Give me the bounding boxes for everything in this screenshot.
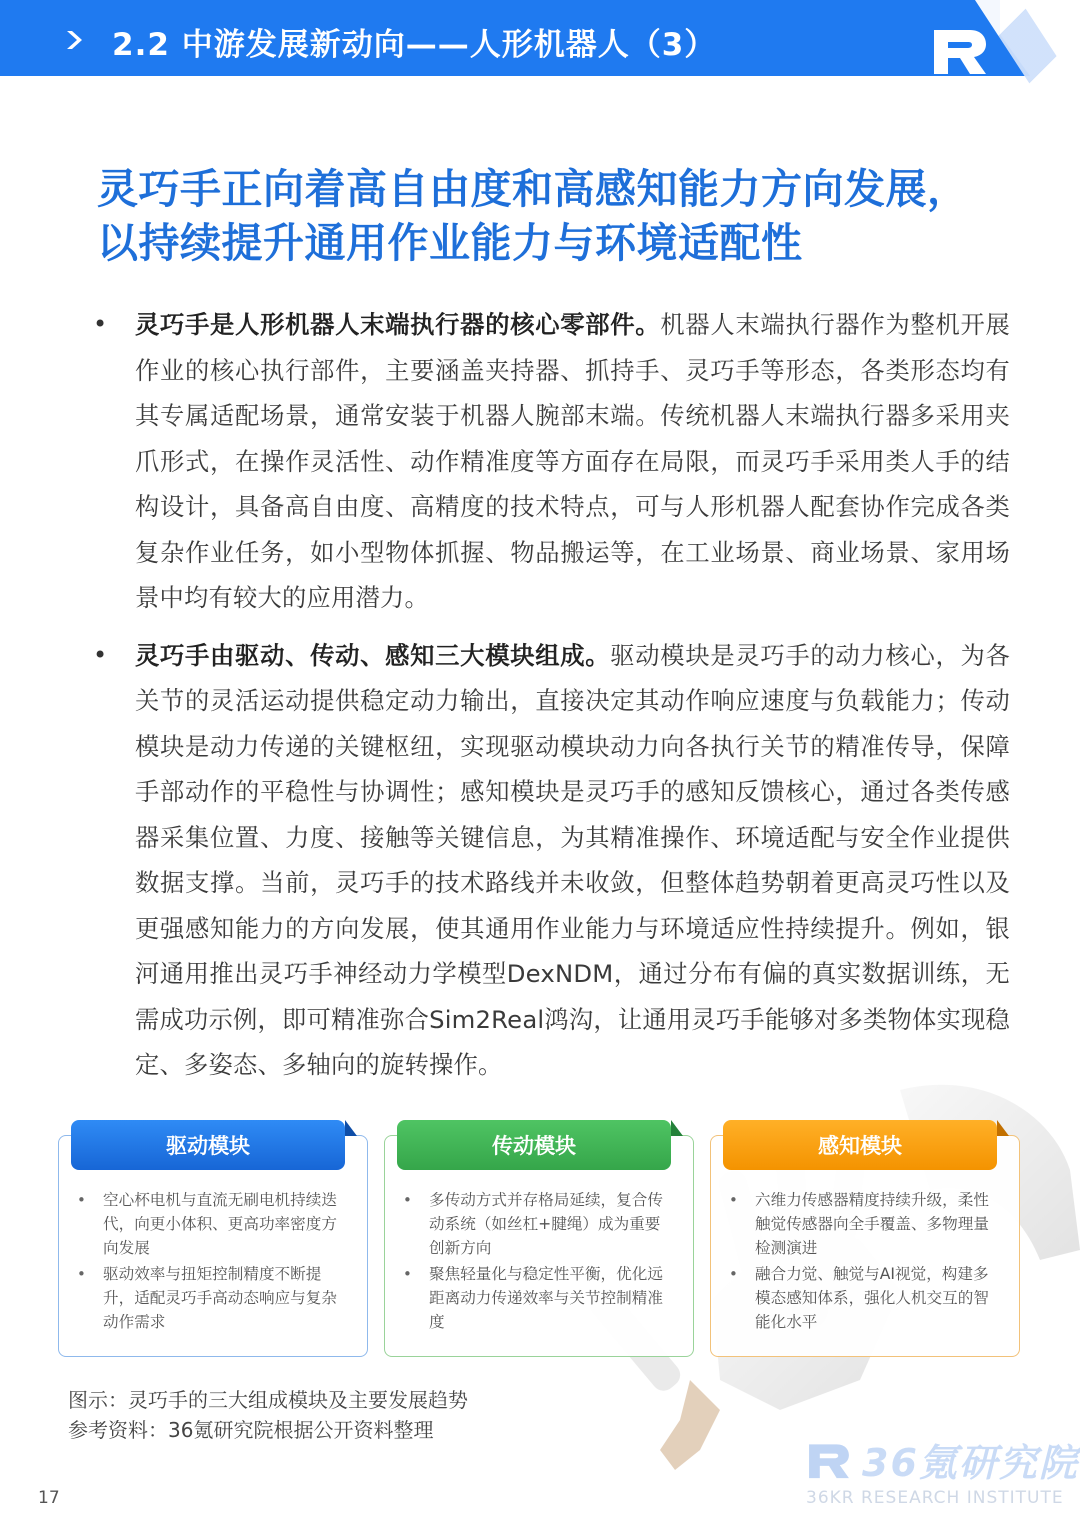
module-title-text: 传动模块 — [492, 1134, 576, 1158]
module-item — [403, 1188, 675, 1260]
module-card-title — [723, 1120, 997, 1170]
bullet-dot-icon: • — [729, 1265, 738, 1283]
bullet-dot-icon: • — [403, 1191, 412, 1209]
module-item-text: 空心杯电机与直流无刷电机持续迭代，向更小体积、更高功率密度方向发展 — [103, 1191, 337, 1257]
module-item-text: 多传动方式并存格局延续，复合传动系统（如丝杠+腱绳）成为重要创新方向 — [429, 1191, 663, 1257]
tab-fold-decor — [345, 1120, 357, 1136]
headline-line-2: 以持续提升通用作业能力与环境适配性 — [97, 219, 803, 267]
watermark-text-en: 36KR RESEARCH INSTITUTE — [806, 1488, 1064, 1508]
watermark-text-cn: 36氪研究院 — [862, 1441, 1079, 1485]
bullet-lead: 灵巧手由驱动、传动、感知三大模块组成。 — [135, 640, 611, 670]
bullet-dot-icon: • — [729, 1191, 738, 1209]
chevron-right-icon — [64, 29, 86, 51]
module-item — [403, 1262, 675, 1334]
module-card-body — [403, 1188, 675, 1336]
bullet-body: 机器人末端执行器作为整机开展作业的核心执行部件，主要涵盖夹持器、抓持手、灵巧手等形态，各类形态均有其专属适配场景，通常安装于机器人腕部末端。传统机器人末端执行器多采用夹爪形式，在操作灵活性、动作精准度等方面存在局限，而灵巧手采用类人手的结构设计，具备高自由度、高精度的技术特点，可与人形机器人配套协作完成各类复杂作业任务，如小型物体抓握、物品搬运等，在工业场景、商业场景、家用场景中均有较大的应用潜力。 — [135, 310, 1010, 612]
watermark-logo-icon — [806, 1436, 852, 1482]
module-item — [729, 1188, 1001, 1260]
bullet-paragraph — [135, 633, 1010, 1088]
module-item-text: 融合力觉、触觉与AI视觉，构建多模态感知体系，强化人机交互的智能化水平 — [755, 1265, 989, 1331]
bullet-dot-icon: • — [77, 1265, 86, 1283]
module-card-perception — [710, 1135, 1020, 1357]
figure-caption: 图示：灵巧手的三大组成模块及主要发展趋势 — [68, 1388, 468, 1412]
page-number: 17 — [38, 1488, 60, 1508]
module-card-body — [77, 1188, 349, 1336]
module-item — [77, 1188, 349, 1260]
module-item-text: 聚焦轻量化与稳定性平衡，优化远距离动力传递效率与关节控制精准度 — [429, 1265, 663, 1331]
bullet-lead: 灵巧手是人形机器人末端执行器的核心零部件。 — [135, 310, 661, 339]
section-title: 2.2 中游发展新动向——人形机器人（3） — [112, 27, 717, 63]
module-item — [729, 1262, 1001, 1334]
bullet-item — [90, 633, 1010, 1088]
module-item — [77, 1262, 349, 1334]
bullet-paragraph — [135, 302, 1010, 621]
headline-line-1: 灵巧手正向着高自由度和高感知能力方向发展， — [97, 165, 969, 213]
module-item-text: 驱动效率与扭矩控制精度不断提升，适配灵巧手高动态响应与复杂动作需求 — [103, 1265, 337, 1331]
module-title-text: 驱动模块 — [166, 1134, 250, 1158]
bullet-dot-icon: • — [93, 640, 108, 669]
module-card-title — [397, 1120, 671, 1170]
bullet-body: 驱动模块是灵巧手的动力核心，为各关节的灵活运动提供稳定动力输出，直接决定其动作响应速度与负载能力；传动模块是动力传递的关键枢纽，实现驱动模块动力向各执行关节的精准传导，保障手部动作的平稳性与协调性；感知模块是灵巧手的感知反馈核心，通过各类传感器采集位置、力度、接触等关键信息，为其精准操作、环境适配与安全作业提供数据支撑。当前，灵巧手的技术路线并未收敛，但整体趋势朝着更高灵巧性以及更强感知能力的方向发展，使其通用作业能力与环境适应性持续提升。例如，银河通用推出灵巧手神经动力学模型DexNDM，通过分布有偏的真实数据训练，无需成功示例，即可精准弥合Sim2Real鸿沟，让通用灵巧手能够对多类物体实现稳定、多姿态、多轴向的旋转操作。 — [135, 640, 1010, 1079]
module-card-drive — [58, 1135, 368, 1357]
bullet-dot-icon: • — [403, 1265, 412, 1283]
bullet-dot-icon: • — [93, 310, 108, 338]
page-headline — [97, 162, 1017, 270]
bullet-item — [90, 302, 1010, 621]
module-card-body — [729, 1188, 1001, 1336]
module-card-transmission — [384, 1135, 694, 1357]
module-item-text: 六维力传感器精度持续升级，柔性触觉传感器向全手覆盖、多物理量检测演进 — [755, 1191, 989, 1257]
module-title-text: 感知模块 — [818, 1134, 902, 1158]
bullet-dot-icon: • — [77, 1191, 86, 1209]
module-card-title — [71, 1120, 345, 1170]
source-caption: 参考资料：36氪研究院根据公开资料整理 — [68, 1418, 434, 1442]
36kr-r-logo-icon — [930, 22, 990, 76]
body-bullets — [90, 302, 1010, 1100]
